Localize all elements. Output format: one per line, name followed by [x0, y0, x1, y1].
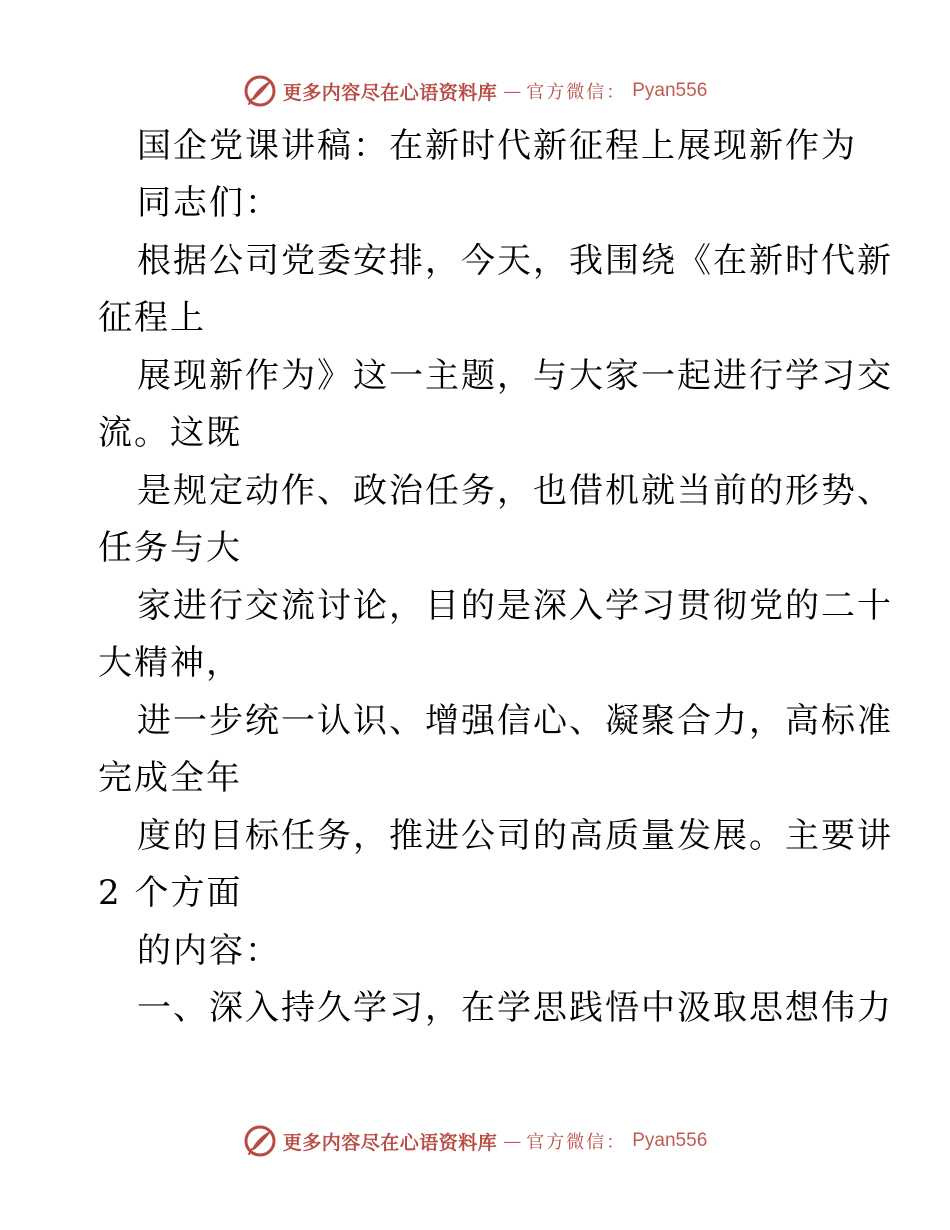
text-line: 展现新作为》这一主题，与大家一起进行学习交 — [137, 356, 893, 396]
footer-watermark — [0, 1121, 950, 1161]
text-line: 征程上 — [98, 298, 206, 338]
text-line: 同志们： — [137, 183, 281, 223]
text-line: 大精神， — [98, 643, 242, 683]
text-line: 根据公司党委安排，今天，我围绕《在新时代新 — [137, 241, 893, 281]
document-title: 国企党课讲稿：在新时代新征程上展现新作为 — [137, 126, 857, 166]
text-line: 是规定动作、政治任务，也借机就当前的形势、 — [137, 471, 893, 511]
watermark-site-text: 更多内容尽在心语资料库 — [282, 1131, 498, 1154]
header-watermark — [0, 71, 950, 111]
text-line: 进一步统一认识、增强信心、凝聚合力，高标准 — [137, 701, 893, 741]
watermark-site-text: 更多内容尽在心语资料库 — [282, 81, 498, 104]
text-line: 任务与大 — [98, 528, 242, 568]
text-line: 2 个方面 — [98, 873, 243, 913]
watermark-label: 官方微信： — [526, 1132, 627, 1153]
text-line: 的内容： — [137, 931, 281, 971]
text-line: 家进行交流讨论，目的是深入学习贯彻党的二十 — [137, 586, 893, 626]
text-line: 完成全年 — [98, 758, 242, 798]
section-heading: 一、深入持久学习，在学思践悟中汲取思想伟力 — [137, 988, 893, 1028]
watermark-wechat-id: Pyan556 — [632, 80, 708, 101]
watermark-dash: — — [503, 80, 521, 102]
text-line: 流。这既 — [98, 413, 242, 453]
watermark-dash: — — [503, 1130, 521, 1152]
quill-seal-icon — [243, 1124, 277, 1158]
watermark-label: 官方微信： — [526, 82, 627, 103]
watermark-wechat-id: Pyan556 — [632, 1130, 708, 1151]
quill-seal-icon — [243, 74, 277, 108]
text-line: 度的目标任务，推进公司的高质量发展。主要讲 — [137, 816, 893, 856]
